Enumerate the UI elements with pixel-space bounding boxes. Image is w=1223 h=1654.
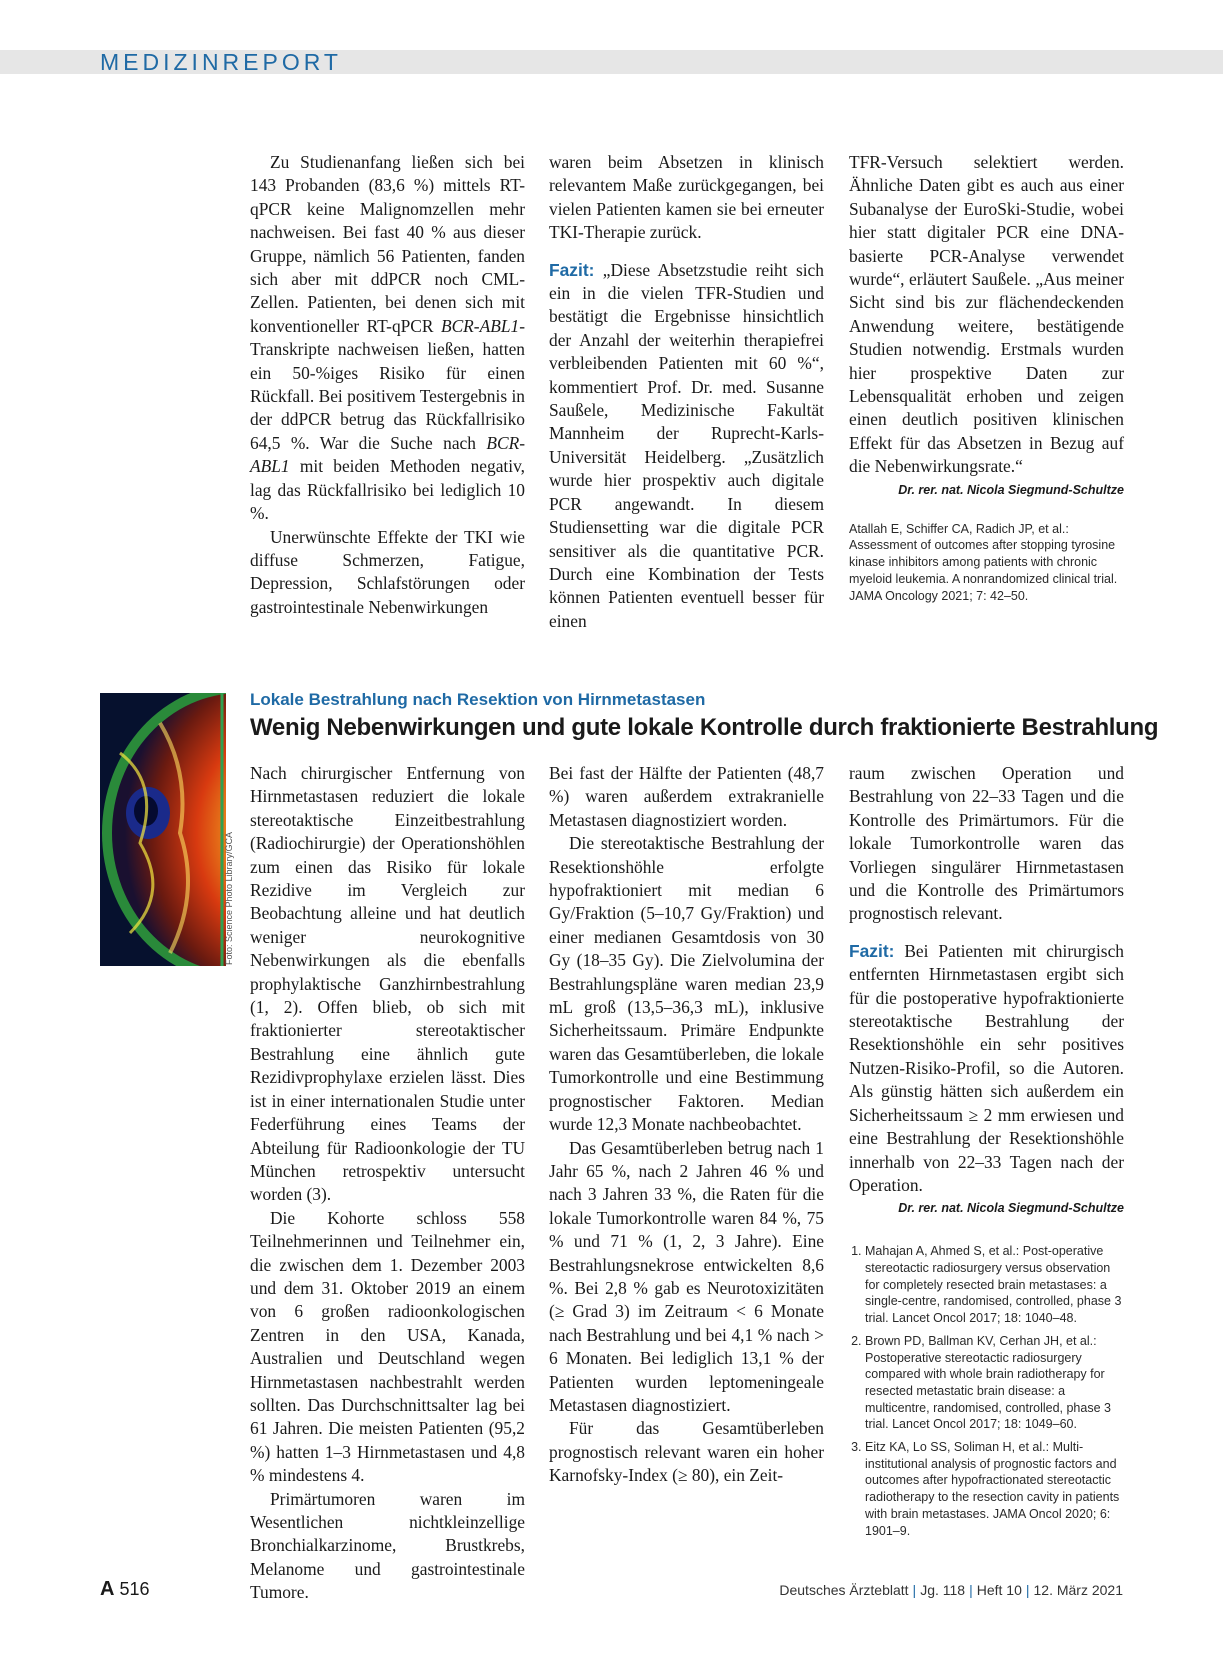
article2-headline: Wenig Nebenwirkungen und gute lokale Kontrolle durch fraktionierte Bestrahlung (250, 714, 1159, 741)
article2-kicker: Lokale Bestrahlung nach Resektion von Hirnmetastasen (250, 690, 706, 709)
reference: Atallah E, Schiffer CA, Radich JP, et al.: Assessment of outcomes after stopping tyrosine kinase inhibitors among patients with chronic myeloid leukemia. A nonrandomized clinical trial. JAMA Oncology 2021; 7: 42–50. (849, 521, 1118, 603)
article2-paragraph: raum zwischen Operation und Bestrahlung von 22–33 Tagen und die Kontrolle des Primärtumors. Für die lokale Tumorkontrolle waren das Vorliegen singulärer Hirnmetastasen und die Kontrolle des Primärtumors prognostisch relevant. (849, 763, 1124, 924)
reference-list (849, 1243, 1124, 1539)
article2-paragraph: Bei fast der Hälfte der Patienten (48,7 %) waren außerdem extrakranielle Metastasen diagnostiziert worden. (549, 763, 824, 830)
fazit-label: Fazit: (549, 259, 595, 280)
article1-fazit: Fazit: „Diese Absetzstudie reiht sich ein in die vielen TFR-Studien und bestätigt die Ergebnisse hinsichtlich der Anzahl der weiterhin therapiefrei verbleibenden Patienten mit 60 %“, kommentiert Prof. Dr. med. Susanne Saußele, Medizinische Fakultät Mannheim der Ruprecht-Karls-Universität Heidelberg. „Zusätzlich wurde hier prospektiv auch digitale PCR angewandt. In diesem Studiensetting war die digitale PCR sensitiver als die quantitative PCR. Durch eine Kombination der Tests können Patienten eventuell besser für einen (549, 259, 824, 631)
journal-name: Deutsches Ärzteblatt (779, 1582, 909, 1598)
page-number: A 516 (100, 1578, 150, 1600)
volume: Jg. 118 (920, 1582, 966, 1598)
article2-column-2 (549, 762, 824, 1488)
article2-paragraph: Primärtumoren waren im Wesentlichen nichtkleinzellige Bronchialkarzinome, Brustkrebs, Melanome und gastrointestinale Tumore. (250, 1488, 525, 1603)
article1-paragraph: waren beim Absetzen in klinisch relevantem Maße zurückgegangen, bei vielen Patienten kamen sie bei erneuter TKI-Therapie zurück. (549, 152, 824, 243)
article1-column-1 (250, 151, 525, 619)
reference-item: 1. Mahajan A, Ahmed S, et al.: Post-operative stereotactic radiosurgery versus observation for completely resected brain metastases: a single-centre, randomised, controlled, phase 3 trial. Lancet Oncol 2017; 18: 1040–48. (865, 1243, 1124, 1327)
author-signature: Dr. rer. nat. Nicola Siegmund-Schultze (898, 1201, 1124, 1216)
brain-scan-photo (100, 693, 226, 966)
article2-paragraph: Für das Gesamtüberleben prognostisch relevant waren ein hoher Karnofsky-Index (≥ 80), ein Zeit- (549, 1418, 824, 1486)
article1-column-2 (549, 151, 824, 633)
section-label: MEDIZINREPORT (100, 49, 342, 75)
photo-credit: Foto: Science Photo Library/GCA (224, 831, 234, 965)
article2-fazit: Fazit: Bei Patienten mit chirurgisch entfernten Hirnmetastasen ergibt sich für die postoperative hypofraktionierte stereotaktische Bestrahlung der Resektionshöhle ein sehr positives Nutzen-Risiko-Profil, so die Autoren. Als günstig hätten sich außerdem ein Sicherheitssaum ≥ 2 mm erwiesen und eine Bestrahlung der Resektionshöhle innerhalb von 22–33 Tagen nach der Operation. (849, 940, 1124, 1195)
article2-paragraph: Nach chirurgischer Entfernung von Hirnmetastasen reduziert die lokale stereotaktische Einzeitbestrahlung (Radiochirurgie) der Operationshöhlen zum einen das Risiko für lokale Rezidive im Vergleich zur Beobachtung alleine und hat deutlich weniger neurokognitive Nebenwirkungen als die ebenfalls prophylaktische Ganzhirnbestrahlung (1, 2). Offen blieb, ob sich mit fraktionierter stereotaktischer Bestrahlung eine ähnlich gute Rezidivprophylaxe erzielen lässt. Dies ist in einer internationalen Studie unter Federführung eines Teams der Abteilung für Radioonkologie der TU München retrospektiv untersucht worden (3). (250, 763, 525, 1205)
article1-paragraph: TFR-Versuch selektiert werden. Ähnliche Daten gibt es auch aus einer Subanalyse der EuroSki-Studie, wobei hier statt digitaler PCR eine DNA-basierte PCR-Analyse verwendet wurde“, erläutert Saußele. „Aus meiner Sicht sind bis zur flächendeckenden Anwendung weitere, bestätigende Studien notwendig. Erstmals wurden hier prospektive Daten zur Lebensqualität erhoben und zeigen einen deutlich positiven klinischen Effekt für das Absetzen in Bezug auf die Nebenwirkungsrate.“ (849, 152, 1124, 477)
brain-scan-image (100, 693, 226, 966)
reference-item: 3. Eitz KA, Lo SS, Soliman H, et al.: Multi-institutional analysis of prognostic factors and outcomes after hypofractionated stereotactic radiotherapy to the resection cavity in patients with brain metastases. JAMA Oncol 2020; 6: 1901–9. (865, 1439, 1124, 1539)
article2-column-3 (849, 762, 1124, 1545)
issue: Heft 10 (976, 1582, 1022, 1598)
author-signature: Dr. rer. nat. Nicola Siegmund-Schultze (898, 482, 1124, 497)
reference-item: 2. Brown PD, Ballman KV, Cerhan JH, et al.: Postoperative stereotactic radiosurgery compared with whole brain radiotherapy for resected metastatic brain disease: a multicentre, randomised, controlled, phase 3 trial. Lancet Oncol 2017; 18: 1049–60. (865, 1333, 1124, 1433)
article1-column-3 (849, 151, 1124, 605)
publication-info: Deutsches Ärzteblatt | Jg. 118 | Heft 10 | 12. März 2021 (779, 1582, 1123, 1598)
article1-paragraph: Unerwünschte Effekte der TKI wie diffuse Schmerzen, Fatigue, Depression, Schlafstörungen oder gastrointestinale Nebenwirkungen (250, 526, 525, 617)
article2-column-1 (250, 762, 525, 1605)
article1-paragraph: Zu Studienanfang ließen sich bei 143 Probanden (83,6 %) mittels RT-qPCR keine Malignomzellen mehr nachweisen. Bei fast 40 % aus dieser Gruppe, nämlich 56 Patienten, fanden sich aber mit ddPCR noch CML-Zellen. Patienten, bei denen sich mit konventioneller RT-qPCR BCR-ABL1-Transkripte nachweisen ließen, hatten ein 50-%iges Risiko für einen Rückfall. Bei positivem Testergebnis in der ddPCR betrug das Rückfallrisiko 64,5 %. War die Suche nach BCR-ABL1 mit beiden Methoden negativ, lag das Rückfallrisiko bei lediglich 10 %. (250, 152, 525, 524)
article2-paragraph: Das Gesamtüberleben betrug nach 1 Jahr 65 %, nach 2 Jahren 46 % und nach 3 Jahren 33 %, die Raten für die lokale Tumorkontrolle waren 84 %, 75 % und 71 % (1, 2, 3 Jahre). Eine Bestrahlungsnekrose entwickelten 8,6 %. Bei 2,8 % gab es Neurotoxizitäten (≥ Grad 3) im Zeitraum < 6 Monate nach Bestrahlung und bei 4,1 % nach > 6 Monaten. Bei lediglich 13,1 % der Patienten wurden leptomeningeale Metastasen diagnostiziert. (549, 1137, 824, 1415)
article2-paragraph: Die Kohorte schloss 558 Teilnehmerinnen und Teilnehmer ein, die zwischen dem 1. Dezember 2003 und dem 31. Oktober 2019 an einem von 6 großen radioonkologischen Zentren in den USA, Kanada, Australien und Deutschland wegen Hirnmetastasen nachbestrahlt werden sollten. Das Durchschnittsalter lag bei 61 Jahren. Die meisten Patienten (95,2 %) hatten 1–3 Hirnmetastasen und 4,8 % mindestens 4. (250, 1207, 525, 1486)
fazit-label: Fazit: (849, 940, 895, 961)
issue-date: 12. März 2021 (1033, 1582, 1123, 1598)
article2-paragraph: Die stereotaktische Bestrahlung der Resektionshöhle erfolgte hypofraktioniert mit median 6 Gy/Fraktion (5–10,7 Gy/Fraktion) und einer medianen Gesamtdosis von 30 Gy (18–35 Gy). Die Zielvolumina der Bestrahlungspläne waren median 23,9 mL groß (13,5–36,3 mL), inklusive Sicherheitssaum. Primäre Endpunkte waren das Gesamtüberleben, die lokale Tumorkontrolle und eine Bestimmung prognostischer Faktoren. Median wurde 12,3 Monate nachbeobachtet. (549, 833, 824, 1135)
